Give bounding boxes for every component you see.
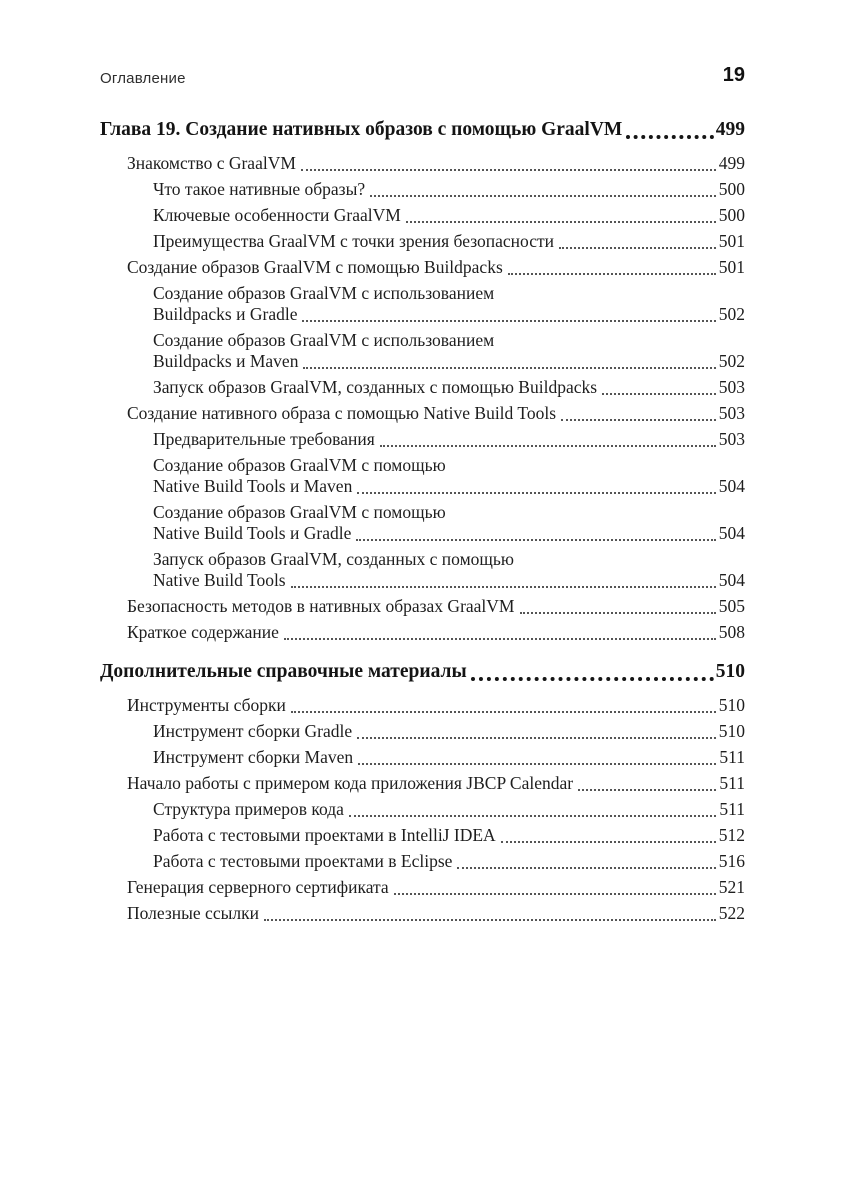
toc-entry-line: Запуск образов GraalVM, созданных с помощью [153, 549, 514, 569]
toc-entry-page: 521 [718, 877, 745, 897]
toc-entry-line [127, 596, 745, 617]
dot-leader [602, 377, 716, 395]
toc-entry [100, 851, 745, 872]
toc-section-heading [100, 659, 745, 685]
toc-entry-title: Структура примеров кода [153, 799, 344, 819]
toc-entry-line [153, 377, 745, 398]
toc-entry-page: 504 [718, 570, 745, 590]
toc-entry-page: 505 [718, 596, 745, 616]
toc-entry [100, 205, 745, 226]
toc-section-page: 499 [715, 119, 745, 140]
toc-entry-page: 510 [718, 721, 745, 741]
toc-entry [100, 502, 745, 544]
dot-leader [284, 622, 716, 640]
toc-entry-title: Ключевые особенности GraalVM [153, 205, 401, 225]
dot-leader [370, 179, 716, 197]
toc-entry-page: 511 [719, 747, 745, 767]
dot-leader [501, 825, 716, 843]
toc-entry-title: Знакомство с GraalVM [127, 153, 296, 173]
toc-entry-title: Полезные ссылки [127, 903, 259, 923]
toc-entry-line [127, 153, 745, 174]
toc-entry-line [127, 257, 745, 278]
dot-leader [508, 257, 716, 275]
toc-entry [100, 429, 745, 450]
toc-entry-line [127, 695, 745, 716]
toc-entry-page: 501 [718, 257, 745, 277]
toc-entry-page: 516 [718, 851, 745, 871]
toc-entry-line [127, 877, 745, 898]
toc-entry [100, 455, 745, 497]
toc-entry-page: 510 [718, 695, 745, 715]
toc-entry-page: 504 [718, 523, 745, 543]
toc-entry-page: 511 [719, 799, 745, 819]
toc-entry-title: Native Build Tools и Gradle [153, 523, 352, 543]
toc-entry [100, 330, 745, 372]
toc-section [100, 117, 745, 643]
toc-entry [100, 231, 745, 252]
toc-entry-line [153, 476, 745, 497]
toc-entry-page: 522 [718, 903, 745, 923]
toc-entry-title: Инструмент сборки Gradle [153, 721, 353, 741]
toc-entry-page: 499 [718, 153, 745, 173]
toc-entry-title: Инструмент сборки Maven [153, 747, 354, 767]
toc-entry-page: 504 [718, 476, 745, 496]
toc-entry-line [153, 429, 745, 450]
toc-entry [100, 622, 745, 643]
toc-entry-page: 501 [718, 231, 745, 251]
toc-entry [100, 549, 745, 591]
dot-leader [406, 205, 716, 223]
dot-leader [559, 231, 716, 249]
dot-leader [578, 773, 716, 791]
toc-entry-page: 503 [718, 403, 745, 423]
running-title: Оглавление [100, 70, 186, 87]
toc-entry-title: Безопасность методов в нативных образах GraalVM [127, 596, 515, 616]
toc-entry [100, 179, 745, 200]
dot-leader [301, 153, 716, 171]
toc-entry-title: Что такое нативные образы? [153, 179, 366, 199]
dot-leader [626, 117, 713, 139]
toc-entry-line [153, 351, 745, 372]
toc-entry-line [153, 721, 745, 742]
page-header [100, 64, 745, 87]
toc-entry-title: Начало работы с примером кода приложения JBCP Calendar [127, 773, 574, 793]
toc-entry-line [153, 799, 745, 820]
page-number: 19 [722, 64, 745, 86]
toc-entry [100, 695, 745, 716]
dot-leader [303, 351, 715, 369]
toc-section-page: 510 [715, 661, 745, 682]
toc-entry-line [153, 231, 745, 252]
toc-entry [100, 283, 745, 325]
toc-entry [100, 903, 745, 924]
dot-leader [291, 695, 716, 713]
toc-entry-line: Создание образов GraalVM с использованием [153, 283, 495, 303]
toc-entry-title: Инструменты сборки [127, 695, 286, 715]
toc-entry-title: Запуск образов GraalVM, созданных с помощью Buildpacks [153, 377, 598, 397]
toc-entry-page: 512 [718, 825, 745, 845]
dot-leader [357, 721, 716, 739]
toc-entry-line [153, 205, 745, 226]
toc-entry-line: Создание образов GraalVM с использованием [153, 330, 495, 350]
toc-entry-line [153, 747, 745, 768]
dot-leader [358, 747, 716, 765]
toc-section-heading [100, 117, 745, 143]
toc-entry-line [153, 304, 745, 325]
toc [100, 117, 745, 924]
toc-entry-title: Генерация серверного сертификата [127, 877, 389, 897]
toc-entry [100, 596, 745, 617]
toc-entry-line [153, 851, 745, 872]
dot-leader [356, 523, 715, 541]
toc-entry-page: 511 [719, 773, 745, 793]
toc-section-title: Дополнительные справочные материалы [100, 661, 467, 682]
toc-entry-line [153, 179, 745, 200]
toc-entry-title: Создание нативного образа с помощью Native Build Tools [127, 403, 556, 423]
toc-entry-line [153, 570, 745, 591]
toc-entry-line [127, 903, 745, 924]
toc-entry-title: Native Build Tools [153, 570, 286, 590]
toc-entry-title: Native Build Tools и Maven [153, 476, 353, 496]
toc-entry [100, 773, 745, 794]
dot-leader [394, 877, 716, 895]
toc-entry-page: 503 [718, 429, 745, 449]
dot-leader [471, 659, 714, 681]
toc-entry-title: Преимущества GraalVM с точки зрения безопасности [153, 231, 554, 251]
toc-entry-line: Создание образов GraalVM с помощью [153, 502, 446, 522]
toc-entry-line [127, 403, 745, 424]
toc-entry-page: 502 [718, 351, 745, 371]
toc-entry-page: 500 [718, 179, 745, 199]
dot-leader [291, 570, 716, 588]
toc-entry-page: 508 [718, 622, 745, 642]
toc-entry-line [127, 622, 745, 643]
toc-entry [100, 747, 745, 768]
toc-entry-title: Buildpacks и Maven [153, 351, 299, 371]
dot-leader [520, 596, 716, 614]
toc-entry-page: 503 [718, 377, 745, 397]
dot-leader [349, 799, 716, 817]
toc-entry-title: Создание образов GraalVM с помощью Buildpacks [127, 257, 503, 277]
toc-entry [100, 877, 745, 898]
toc-section-title: Глава 19. Создание нативных образов с помощью GraalVM [100, 119, 623, 140]
dot-leader [264, 903, 716, 921]
dot-leader [302, 304, 715, 322]
toc-entry-line [153, 825, 745, 846]
dot-leader [561, 403, 716, 421]
toc-entry [100, 377, 745, 398]
toc-entry-title: Предварительные требования [153, 429, 375, 449]
dot-leader [357, 476, 715, 494]
toc-entry [100, 257, 745, 278]
toc-entry [100, 825, 745, 846]
toc-entry-line [127, 773, 745, 794]
toc-entry-title: Работа с тестовыми проектами в IntelliJ IDEA [153, 825, 496, 845]
toc-entry [100, 799, 745, 820]
dot-leader [380, 429, 716, 447]
toc-section [100, 659, 745, 924]
toc-entry-page: 500 [718, 205, 745, 225]
toc-entry-page: 502 [718, 304, 745, 324]
toc-entry-title: Работа с тестовыми проектами в Eclipse [153, 851, 453, 871]
toc-entry-line: Создание образов GraalVM с помощью [153, 455, 446, 475]
toc-entry [100, 403, 745, 424]
toc-entry-line [153, 523, 745, 544]
dot-leader [457, 851, 715, 869]
toc-entry-title: Buildpacks и Gradle [153, 304, 298, 324]
toc-entry [100, 153, 745, 174]
toc-entry [100, 721, 745, 742]
toc-entry-title: Краткое содержание [127, 622, 279, 642]
